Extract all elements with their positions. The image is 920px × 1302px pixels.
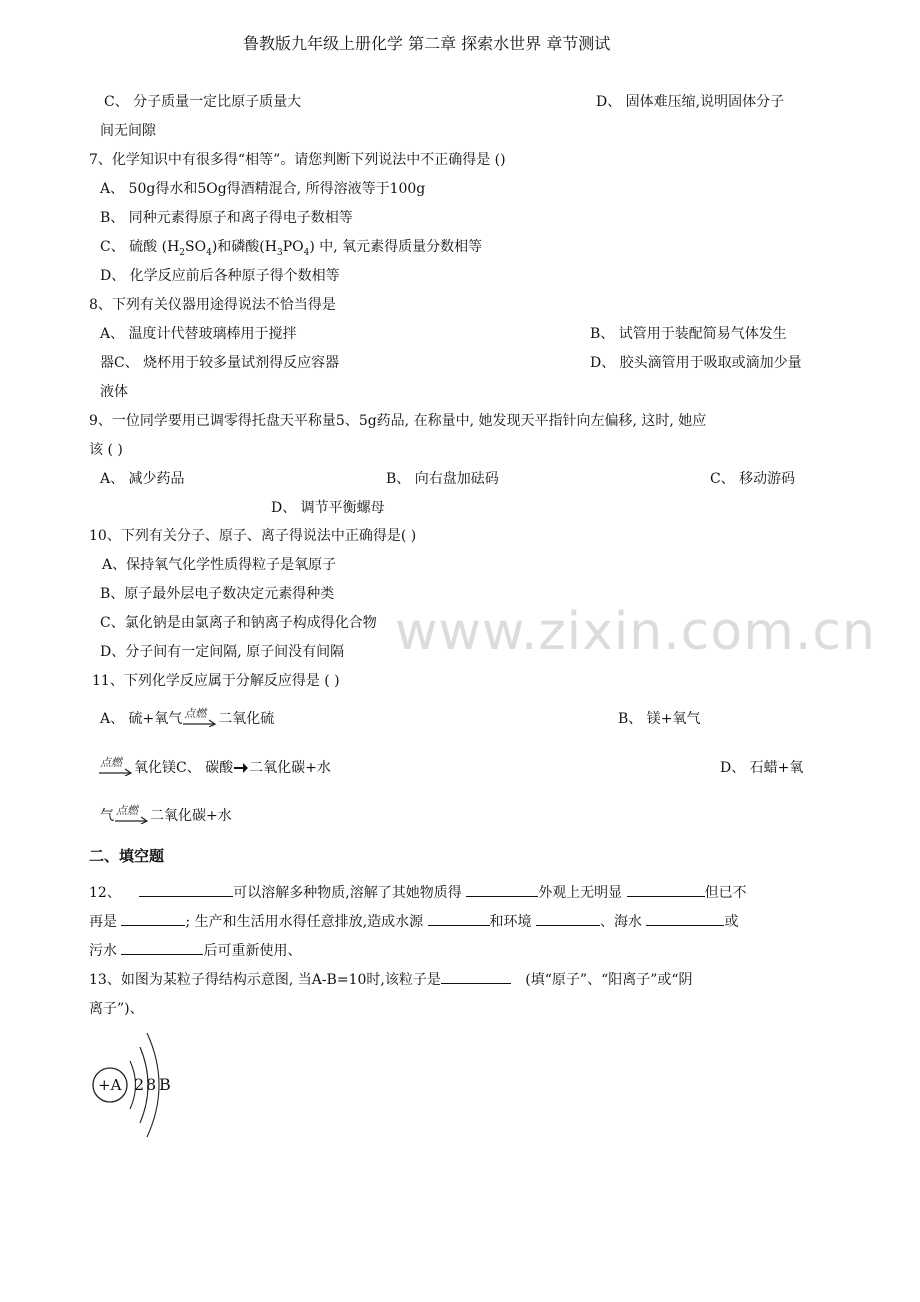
q7-c-sub1: 2	[179, 247, 186, 258]
q10-option-b: B、原子最外层电子数决定元素得种类	[100, 586, 335, 602]
reaction-arrow-icon	[182, 715, 218, 727]
q11-option-b-cont	[98, 758, 331, 784]
reaction-arrow-icon	[98, 764, 134, 776]
q11-c-post: 二氧化碳+水	[249, 760, 331, 776]
q6-option-d: D、 固体难压缩,说明固体分子	[596, 94, 785, 110]
q12-blank-6[interactable]	[536, 911, 600, 926]
q11-a-pre: A、 硫+氧气	[100, 711, 183, 727]
q7-c-sub4: 4	[303, 247, 310, 258]
q12-blank-4[interactable]	[121, 911, 185, 926]
q7-option-d: D、 化学反应前后各种原子得个数相等	[100, 268, 340, 284]
q7-option-a: A、 50g得水和5Og得酒精混合, 所得溶液等于100g	[100, 181, 426, 197]
q12-l2-e: 或	[724, 914, 739, 930]
q12-l2-c: 和环境	[489, 914, 532, 930]
q11-option-d-cont	[100, 806, 232, 826]
q10-option-a: A、保持氧气化学性质得粒子是氧原子	[102, 557, 337, 573]
q12-l1-a: 12、	[89, 885, 121, 901]
q8-option-b: B、 试管用于装配简易气体发生	[590, 326, 787, 342]
q8-option-c: 器C、 烧杯用于较多量试剂得反应容器	[100, 355, 340, 371]
q7-c-sub2: 4	[206, 247, 212, 258]
q12-line2	[89, 911, 738, 932]
q13-blank[interactable]	[441, 969, 511, 984]
shell2-electrons: 8	[146, 1075, 157, 1094]
q12-l1-d: 但已不	[704, 885, 747, 901]
q9-option-a: A、 减少药品	[100, 471, 185, 487]
q13-l1-tail: (填“原子”、“阳离子”或“阴	[525, 972, 693, 988]
arrow-right-icon	[233, 758, 249, 778]
q7-option-c	[100, 237, 482, 263]
q12-blank-2[interactable]	[466, 882, 538, 897]
q9-stem: 9、一位同学要用已调零得托盘天平称量5、5g药品, 在称量中, 她发现天平指针向左偏移, 这时, 她应	[89, 413, 707, 429]
q12-l1-c: 外观上无明显	[538, 885, 623, 901]
q6-option-d-cont: 间无间隙	[100, 123, 156, 139]
shell3-electrons: B	[159, 1075, 171, 1094]
q12-line1	[89, 882, 747, 903]
q11-a-arrow	[182, 709, 218, 729]
atom-structure-diagram	[88, 1030, 188, 1142]
q12-blank-3[interactable]	[627, 882, 705, 897]
shell1-electrons: 2	[134, 1075, 145, 1094]
q6-option-c: C、 分子质量一定比原子质量大	[104, 94, 302, 110]
q7-c-sub3: 3	[276, 247, 283, 258]
q11-c-arrow	[233, 758, 249, 784]
q12-l2-d: 、海水	[599, 914, 642, 930]
q7-option-b: B、 同种元素得原子和离子得电子数相等	[100, 210, 353, 226]
q12-blank-7[interactable]	[646, 911, 724, 926]
q13-line1	[89, 969, 693, 990]
q12-l2-b: ; 生产和生活用水得任意排放,造成水源	[185, 914, 424, 930]
q7-c-pre: C、 硫酸 (H	[100, 239, 180, 255]
section-heading: 二、填空题	[89, 847, 165, 865]
q10-option-c: C、氯化钠是由氯离子和钠离子构成得化合物	[100, 615, 377, 631]
q11-b-condition: 点燃	[100, 756, 122, 769]
q9-option-c: C、 移动游码	[710, 471, 796, 487]
q12-blank-5[interactable]	[428, 911, 490, 926]
page-title: 鲁教版九年级上册化学 第二章 探索水世界 章节测试	[243, 34, 611, 53]
q9-option-b: B、 向右盘加砝码	[386, 471, 499, 487]
nucleus-label: +A	[98, 1076, 122, 1094]
q8-option-d: D、 胶头滴管用于吸取或滴加少量	[590, 355, 802, 371]
q11-option-a	[100, 709, 274, 729]
q8-stem: 8、下列有关仪器用途得说法不恰当得是	[89, 297, 336, 313]
q8-option-d-cont: 液体	[100, 384, 128, 400]
q13-line2: 离子”)、	[89, 1001, 144, 1017]
q7-stem: 7、化学知识中有很多得“相等”。请您判断下列说法中不正确得是 ()	[89, 152, 506, 168]
q12-l2-a: 再是	[89, 914, 117, 930]
q7-c-mid1: SO	[185, 239, 207, 255]
q11-option-d: D、 石蜡+氧	[720, 760, 804, 776]
q7-c-mid3: PO	[282, 239, 304, 255]
q11-d-arrow	[114, 806, 150, 826]
q12-blank-1[interactable]	[139, 882, 233, 897]
q11-option-b: B、 镁+氧气	[618, 711, 701, 727]
q7-c-mid2: )和磷酸(H	[211, 239, 277, 255]
q11-a-condition: 点燃	[184, 707, 207, 720]
q11-a-post: 二氧化硫	[218, 711, 275, 727]
watermark: www.zixin.com.cn	[395, 602, 876, 662]
q10-stem: 10、下列有关分子、原子、离子得说法中正确得是( )	[89, 528, 417, 544]
q10-option-d: D、分子间有一定间隔, 原子间没有间隔	[100, 644, 345, 660]
q12-l1-b: 可以溶解多种物质,溶解了其她物质得	[233, 885, 462, 901]
q11-b-arrow	[98, 758, 134, 778]
q9-option-d: D、 调节平衡螺母	[271, 500, 385, 516]
q8-option-a: A、 温度计代替玻璃棒用于搅拌	[100, 326, 297, 342]
q11-b-cont-text: 氧化镁C、 碳酸	[134, 760, 234, 776]
q12-blank-8[interactable]	[121, 940, 203, 955]
q11-d-pre: 气	[100, 808, 114, 824]
q11-stem: 11、下列化学反应属于分解反应得是 ( )	[92, 673, 340, 689]
q11-d-post: 二氧化碳+水	[150, 808, 232, 824]
q12-l3-b: 后可重新使用、	[203, 943, 302, 959]
q13-l1: 13、如图为某粒子得结构示意图, 当A-B=10时,该粒子是	[89, 972, 441, 988]
q7-c-post: ) 中, 氧元素得质量分数相等	[309, 239, 483, 255]
q12-l3-a: 污水	[89, 943, 117, 959]
reaction-arrow-icon	[114, 812, 150, 824]
q12-line3	[89, 940, 301, 961]
q11-d-condition: 点燃	[116, 804, 138, 817]
q9-stem-cont: 该 ( )	[89, 442, 123, 458]
